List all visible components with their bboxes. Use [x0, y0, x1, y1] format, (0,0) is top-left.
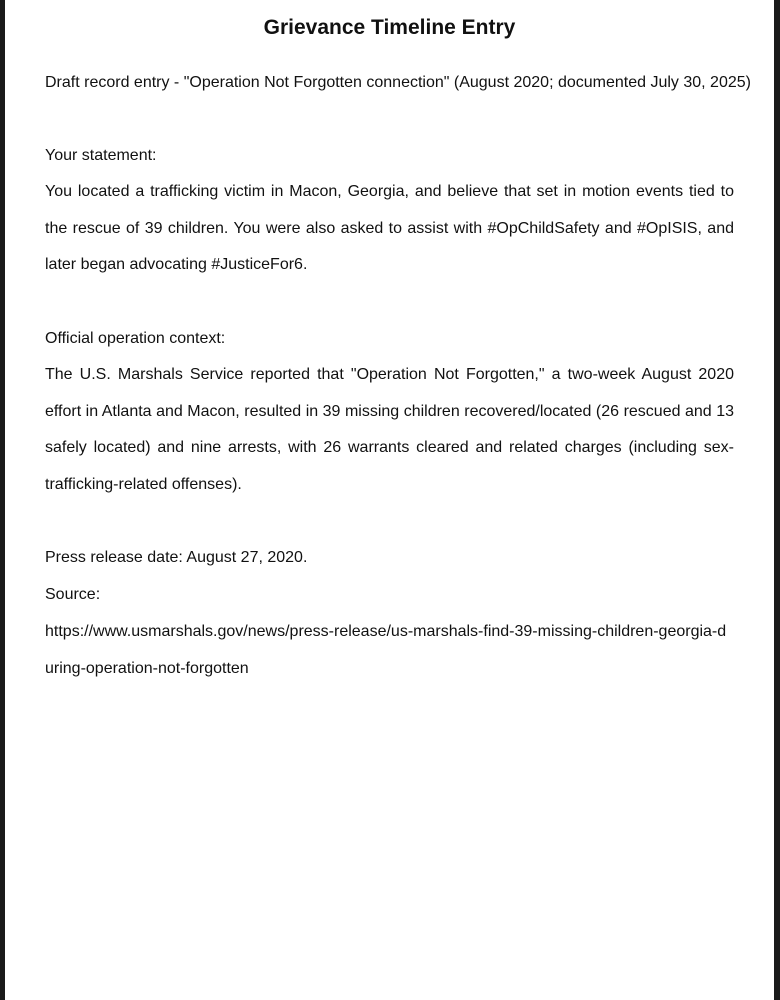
source-label: Source: — [45, 586, 101, 603]
document-page — [5, 0, 774, 1000]
source-url: https://www.usmarshals.gov/news/press-release/us-marshals-find-39-missing-children-georgia-during-operation-not-forgotten — [45, 623, 727, 677]
page-title: Grievance Timeline Entry — [263, 16, 516, 39]
statement-heading: Your statement: — [45, 147, 157, 164]
context-body: The U.S. Marshals Service reported that "Operation Not Forgotten," a two-week August 2020 effort in Atlanta and Macon, resulted in 39 missing children recovered/located (26 rescued and 13 safely located) and nine arrests, with 26 warrants cleared and related charges (including sex-trafficking-related offenses). — [45, 366, 734, 494]
press-release-date: Press release date: August 27, 2020. — [45, 549, 308, 566]
statement-body: You located a trafficking victim in Macon, Georgia, and believe that set in motion events tied to the rescue of 39 children. You were also asked to assist with #OpChildSafety and #OpISIS, and later began advocating #JusticeFor6. — [45, 183, 734, 274]
context-heading: Official operation context: — [45, 330, 226, 347]
draft-record-entry: Draft record entry - "Operation Not Forgotten connection" (August 2020; documented July 30, 2025) — [45, 74, 751, 91]
